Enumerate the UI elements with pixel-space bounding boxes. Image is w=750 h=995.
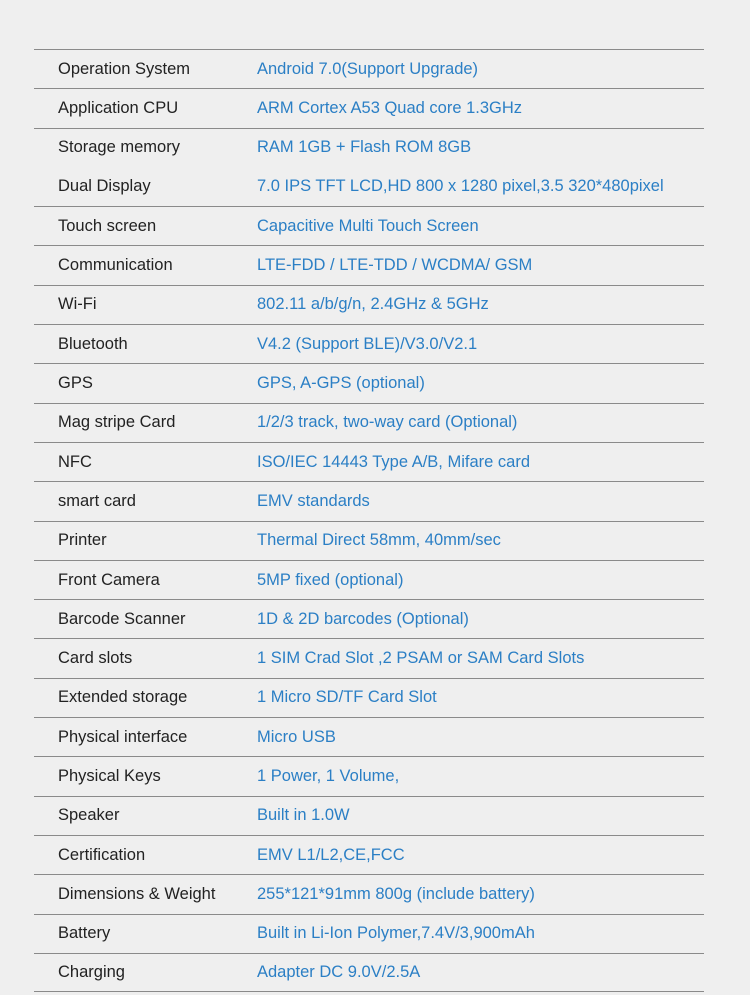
spec-label: Physical Keys [58, 766, 161, 785]
spec-row [34, 717, 704, 756]
spec-row [34, 560, 704, 599]
spec-row [34, 403, 704, 442]
spec-table [34, 49, 704, 992]
spec-label: Battery [58, 924, 111, 943]
spec-label: Physical interface [58, 727, 188, 746]
spec-row [34, 521, 704, 560]
spec-value: 5MP fixed (optional) [257, 570, 404, 589]
spec-value: ISO/IEC 14443 Type A/B, Mifare card [257, 452, 530, 471]
spec-label: Application CPU [58, 98, 179, 117]
spec-row [34, 128, 704, 167]
spec-value: EMV standards [257, 491, 370, 510]
spec-value: GPS, A-GPS (optional) [257, 374, 425, 393]
spec-value: 7.0 IPS TFT LCD,HD 800 x 1280 pixel,3.5 320*480pixel [257, 177, 664, 196]
spec-row [34, 638, 704, 677]
spec-value: 1 Power, 1 Volume, [257, 766, 400, 785]
spec-value: 255*121*91mm 800g (include battery) [257, 884, 535, 903]
spec-label: Operation System [58, 59, 191, 78]
spec-row [34, 363, 704, 402]
spec-value: Adapter DC 9.0V/2.5A [257, 962, 421, 981]
spec-value: 1D & 2D barcodes (Optional) [257, 609, 469, 628]
spec-label: Card slots [58, 649, 133, 668]
spec-label: Speaker [58, 806, 120, 825]
spec-value: EMV L1/L2,CE,FCC [257, 845, 405, 864]
spec-label: Mag stripe Card [58, 413, 176, 432]
spec-row [34, 442, 704, 481]
spec-label: NFC [58, 452, 92, 471]
spec-row [34, 49, 704, 88]
spec-value: Android 7.0(Support Upgrade) [257, 59, 479, 78]
spec-value: Capacitive Multi Touch Screen [257, 216, 479, 235]
spec-label: Wi-Fi [58, 295, 97, 314]
spec-label: GPS [58, 374, 93, 393]
spec-label: Communication [58, 256, 173, 275]
spec-label: Printer [58, 531, 107, 550]
spec-value: Built in 1.0W [257, 806, 350, 825]
spec-row [34, 167, 704, 206]
spec-value: V4.2 (Support BLE)/V3.0/V2.1 [257, 334, 478, 353]
spec-row [34, 835, 704, 874]
spec-value: LTE-FDD / LTE-TDD / WCDMA/ GSM [257, 256, 533, 275]
spec-row [34, 914, 704, 953]
spec-row [34, 874, 704, 913]
spec-label: Charging [58, 962, 125, 981]
spec-value: 1 Micro SD/TF Card Slot [257, 688, 437, 707]
spec-label: Dual Display [58, 177, 151, 196]
spec-label: Bluetooth [58, 334, 128, 353]
spec-value: 1/2/3 track, two-way card (Optional) [257, 413, 518, 432]
spec-row [34, 324, 704, 363]
spec-row [34, 796, 704, 835]
spec-value: 1 SIM Crad Slot ,2 PSAM or SAM Card Slots [257, 649, 585, 668]
spec-label: Front Camera [58, 570, 160, 589]
spec-row [34, 481, 704, 520]
spec-value: RAM 1GB + Flash ROM 8GB [257, 138, 472, 157]
spec-value: 802.11 a/b/g/n, 2.4GHz & 5GHz [257, 295, 489, 314]
spec-row [34, 678, 704, 717]
spec-label: Touch screen [58, 216, 157, 235]
spec-label: Certification [58, 845, 146, 864]
spec-row [34, 953, 704, 992]
spec-label: Extended storage [58, 688, 188, 707]
spec-value: Micro USB [257, 727, 336, 746]
spec-row [34, 88, 704, 127]
spec-value: Built in Li-Ion Polymer,7.4V/3,900mAh [257, 924, 535, 943]
spec-row [34, 245, 704, 284]
spec-row [34, 599, 704, 638]
spec-label: Storage memory [58, 138, 180, 157]
spec-value: Thermal Direct 58mm, 40mm/sec [257, 531, 501, 550]
spec-row [34, 206, 704, 245]
spec-row [34, 756, 704, 795]
spec-label: Dimensions & Weight [58, 884, 216, 903]
spec-label: Barcode Scanner [58, 609, 186, 628]
spec-label: smart card [58, 491, 136, 510]
spec-row [34, 285, 704, 324]
spec-value: ARM Cortex A53 Quad core 1.3GHz [257, 98, 523, 117]
